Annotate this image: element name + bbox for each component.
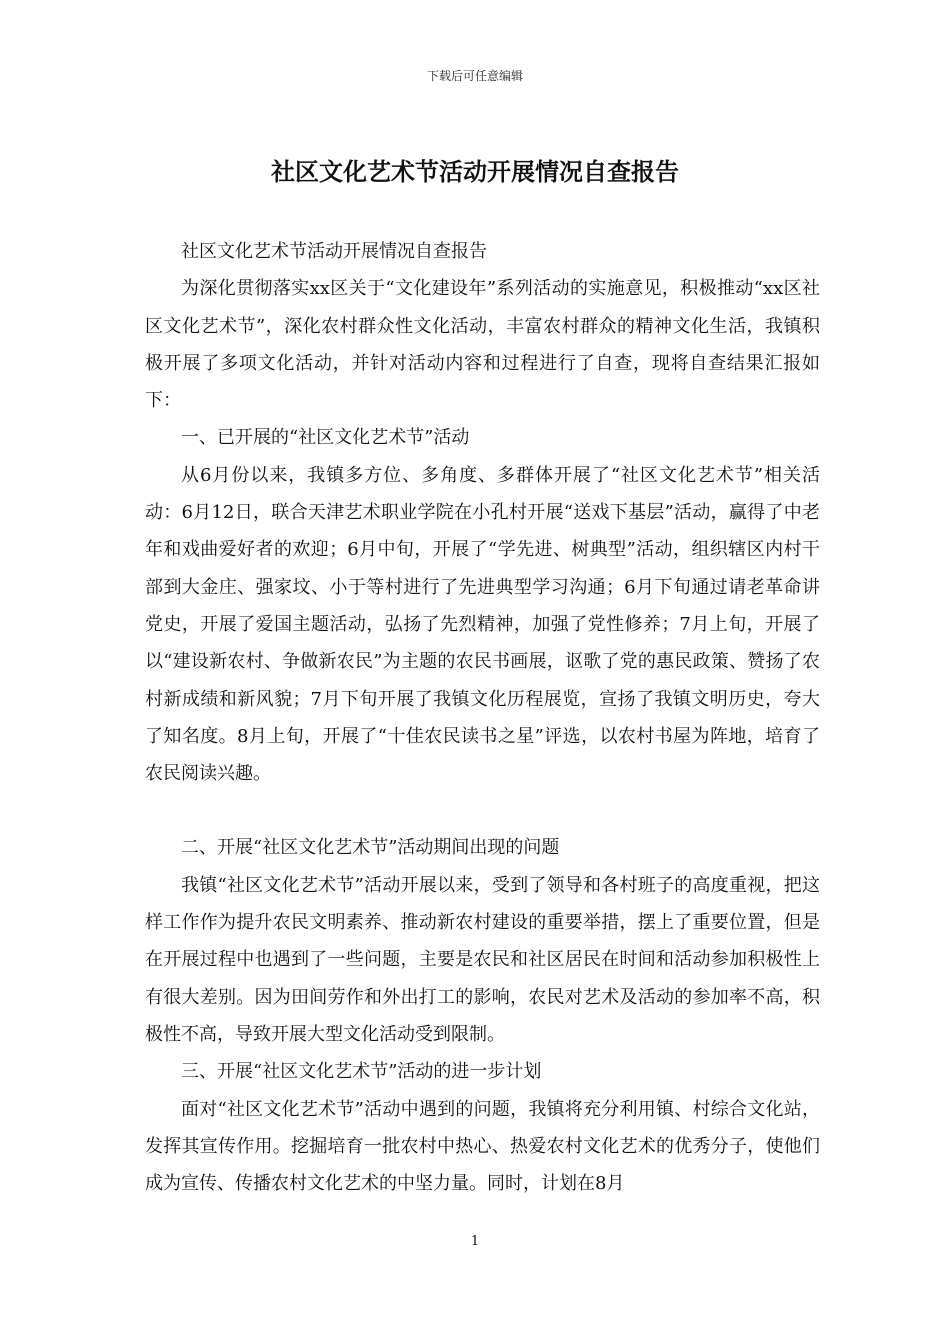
document-title: 社区文化艺术节活动开展情况自查报告 bbox=[271, 157, 679, 186]
section-heading-3: 三、开展“社区文化艺术节”活动的进一步计划 bbox=[181, 1061, 542, 1083]
header-note: 下载后可任意编辑 bbox=[426, 69, 523, 83]
section-heading-1: 一、已开展的“社区文化艺术节”活动 bbox=[181, 427, 470, 449]
paragraph-section-1: 从6月份以来，我镇多方位、多角度、多群体开展了“社区文化艺术节”相关活动：6月12日，联合天津艺术职业学院在小孔村开展“送戏下基层”活动，赢得了中老年和戏曲爱好者的欢迎；6月中旬，开展了“学先进、树典型”活动，组织辖区内村干部到大金庄、强家坟、小于等村进行了先进典型学习沟通；6月下旬通过请老革命讲党史，开展了爱国主题活动，弘扬了先烈精神，加强了党性修养；7月上旬，开展了以“建设新农村、争做新农民”为主题的农民书画展，讴歌了党的惠民政策、赞扬了农村新成绩和新风貌；7月下旬开展了我镇文化历程展览，宣扬了我镇文明历史，夸大了知名度。8月上旬，开展了“十佳农民读书之星”评选，以农村书屋为阵地，培育了农民阅读兴趣。 bbox=[145, 464, 820, 785]
document-body bbox=[145, 233, 820, 1202]
paragraph-section-3: 面对“社区文化艺术节”活动中遇到的问题，我镇将充分利用镇、村综合文化站，发挥其宣传作用。挖掘培育一批农村中热心、热爱农村文化艺术的优秀分子，使他们成为宣传、传播农村文化艺术的中坚力量。同时，计划在8月 bbox=[145, 1098, 820, 1195]
paragraph-section-2: 我镇“社区文化艺术节”活动开展以来，受到了领导和各村班子的高度重视，把这样工作作为提升农民文明素养、推动新农村建设的重要举措，摆上了重要位置，但是在开展过程中也遇到了一些问题，主要是农民和社区居民在时间和活动参加积极性上有很大差别。因为田间劳作和外出打工的影响，农民对艺术及活动的参加率不高，积极性不高，导致开展大型文化活动受到限制。 bbox=[145, 874, 820, 1045]
paragraph-subtitle: 社区文化艺术节活动开展情况自查报告 bbox=[181, 241, 487, 262]
paragraph-intro: 为深化贯彻落实xx区关于“文化建设年”系列活动的实施意见，积极推动“xx区社区文化艺术节”，深化农村群众性文化活动，丰富农村群众的精神文化生活，我镇积极开展了多项文化活动，并针对活动内容和过程进行了自查，现将自查结果汇报如下： bbox=[145, 278, 820, 412]
page-number: 1 bbox=[470, 1234, 480, 1249]
section-heading-2: 二、开展“社区文化艺术节”活动期间出现的问题 bbox=[181, 837, 560, 859]
